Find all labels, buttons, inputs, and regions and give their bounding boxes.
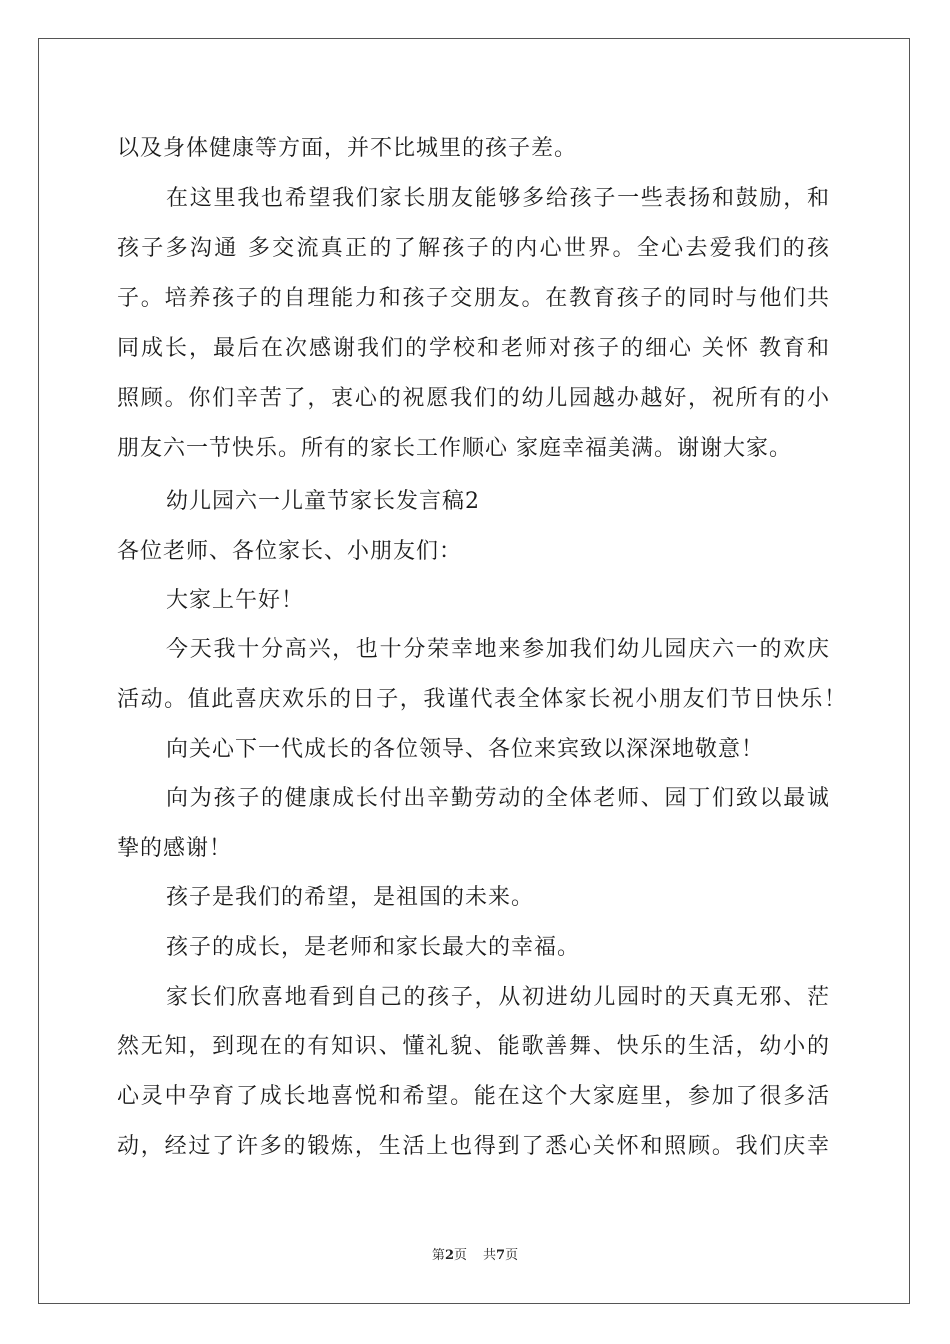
salutation: 各位老师、各位家长、小朋友们： <box>117 539 463 564</box>
paragraph-line: 同成长，最后在次感谢我们的学校和老师对孩子的细心 关怀 教育和 <box>117 336 830 361</box>
paragraph-line: 动，经过了许多的锻炼，生活上也得到了悉心关怀和照顾。我们庆幸 <box>117 1134 830 1159</box>
paragraph-line: 活动。值此喜庆欢乐的日子，我谨代表全体家长祝小朋友们节日快乐！ <box>117 687 847 712</box>
paragraph-line: 孩子是我们的希望，是祖国的未来。 <box>166 885 535 910</box>
page-footer <box>0 1247 950 1265</box>
paragraph-line: 今天我十分高兴，也十分荣幸地来参加我们幼儿园庆六一的欢庆 <box>166 637 830 662</box>
paragraph-line: 孩子多沟通 多交流真正的了解孩子的内心世界。全心去爱我们的孩 <box>117 236 830 261</box>
total-prefix: 共 <box>483 1248 497 1263</box>
paragraph-line: 然无知，到现在的有知识、懂礼貌、能歌善舞、快乐的生活，幼小的 <box>117 1034 830 1059</box>
section-heading: 幼儿园六一儿童节家长发言稿2 <box>166 489 480 514</box>
paragraph-line: 在这里我也希望我们家长朋友能够多给孩子一些表扬和鼓励，和 <box>166 186 830 211</box>
page-border <box>38 38 910 1304</box>
paragraph-line: 向为孩子的健康成长付出辛勤劳动的全体老师、园丁们致以最诚 <box>166 786 830 811</box>
greeting: 大家上午好！ <box>166 588 305 613</box>
page-prefix: 第 <box>431 1248 445 1263</box>
paragraph-line: 以及身体健康等方面，并不比城里的孩子差。 <box>117 136 578 161</box>
paragraph-line: 子。培养孩子的自理能力和孩子交朋友。在教育孩子的同时与他们共 <box>117 286 830 311</box>
paragraph-line: 孩子的成长，是老师和家长最大的幸福。 <box>166 935 581 960</box>
paragraph-line: 照顾。你们辛苦了，衷心的祝愿我们的幼儿园越办越好，祝所有的小 <box>117 386 830 411</box>
total-pages: 7 <box>496 1248 506 1263</box>
paragraph-line: 向关心下一代成长的各位领导、各位来宾致以深深地敬意！ <box>166 737 765 762</box>
paragraph-line: 家长们欣喜地看到自己的孩子，从初进幼儿园时的天真无邪、茫 <box>166 985 830 1010</box>
paragraph-line: 心灵中孕育了成长地喜悦和希望。能在这个大家庭里，参加了很多活 <box>117 1084 830 1109</box>
page-suffix: 页 <box>453 1248 467 1263</box>
page-number: 2 <box>444 1248 454 1263</box>
paragraph-line: 挚的感谢！ <box>117 836 233 861</box>
paragraph-line: 朋友六一节快乐。所有的家长工作顺心 家庭幸福美满。谢谢大家。 <box>117 436 792 461</box>
total-suffix: 页 <box>505 1248 519 1263</box>
